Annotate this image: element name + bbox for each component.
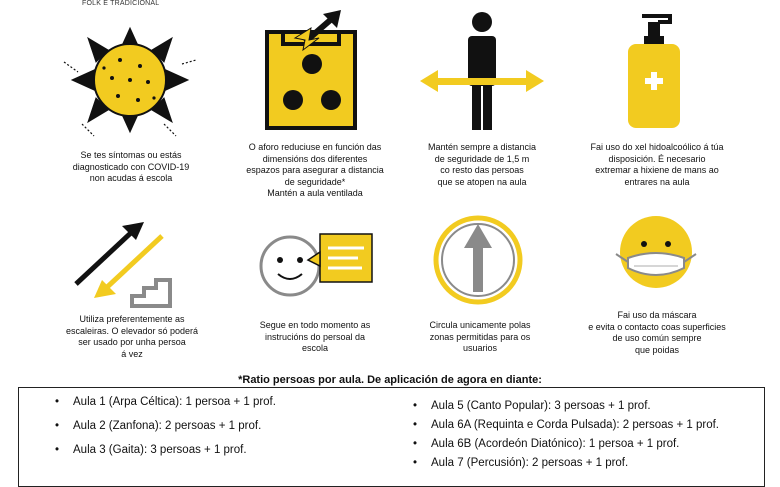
list-item [413, 400, 719, 419]
rule-caption-1 [58, 150, 204, 185]
bullet: • [55, 444, 60, 456]
rule-caption-6 [240, 320, 390, 355]
caption-line: diagnosticado con COVID-19 [72, 161, 190, 172]
speech-face-icon [258, 228, 376, 300]
stairs-icon [70, 218, 174, 310]
ratio-list-left [55, 396, 276, 468]
caption-line: non acudas á escola [89, 173, 173, 183]
caption-line: disposición. É necesario [608, 153, 706, 164]
rule-caption-5 [62, 314, 202, 360]
list-item [55, 420, 276, 444]
caption-line: Se tes síntomas ou estás [80, 150, 182, 160]
caption-line: zonas permitidas para os [429, 331, 531, 342]
bullet: • [55, 420, 60, 432]
list-item-text: Aula 1 (Arpa Céltica): 1 persoa + 1 prof. [73, 396, 276, 408]
caption-line: que se atopen na aula [437, 176, 527, 187]
rule-caption-7 [410, 320, 550, 355]
list-item-text: Aula 6B (Acordeón Diatónico): 1 persoa + 1 prof. [431, 438, 680, 450]
caption-line: Mantén a aula ventilada [267, 188, 363, 198]
list-item [413, 457, 719, 476]
ratio-box [18, 387, 765, 487]
bullet: • [413, 400, 418, 412]
distance-person-icon [418, 8, 546, 134]
caption-line: escaleiras. O elevador só poderá [65, 325, 199, 336]
list-item-text: Aula 6A (Requinta e Corda Pulsada): 2 persoas + 1 prof. [431, 419, 719, 431]
caption-line: de seguridade de 1,5 m [434, 153, 530, 164]
caption-line: de uso común sempre [612, 333, 702, 343]
caption-line: Fai uso da máscara [617, 310, 697, 320]
caption-line: que poidas [634, 344, 680, 355]
bullet: • [413, 419, 418, 431]
caption-line: instrucións do persoal da [264, 331, 366, 342]
caption-line: espazos para asegurar a distancia [246, 165, 384, 175]
bullet: • [413, 438, 418, 450]
rule-caption-3 [410, 142, 554, 188]
caption-line: Mantén sempre a distancia [427, 142, 537, 152]
ratio-list-right [413, 400, 719, 476]
virus-icon [60, 20, 200, 138]
caption-line: Circula unicamente polas [429, 320, 531, 330]
caption-line: escola [301, 343, 328, 353]
list-item [413, 438, 719, 457]
rule-caption-2 [230, 142, 400, 200]
caption-line: dimensións dos diferentes [262, 153, 368, 164]
bullet: • [55, 396, 60, 408]
list-item-text: Aula 2 (Zanfona): 2 persoas + 1 prof. [73, 420, 262, 432]
caption-line: usuarios [462, 343, 498, 353]
brand-text: FOLK E TRADICIONAL [82, 0, 160, 7]
caption-line: ser usado por unha persoa [78, 337, 186, 347]
bullet: • [413, 457, 418, 469]
caption-line: extremar a hixiene de mans ao [595, 165, 719, 175]
caption-line: e evita o contacto coas superficies [588, 321, 726, 332]
caption-line: Segue en todo momento as [259, 320, 371, 330]
list-item [55, 444, 276, 468]
caption-line: Utiliza preferentemente as [79, 314, 185, 324]
caption-line: entrares na aula [624, 176, 690, 187]
rule-caption-4 [572, 142, 742, 188]
list-item-text: Aula 5 (Canto Popular): 3 persoas + 1 prof. [431, 400, 651, 412]
list-item-text: Aula 3 (Gaita): 3 persoas + 1 prof. [73, 444, 247, 456]
hand-sanitizer-icon [622, 10, 686, 136]
caption-line: de seguridade* [284, 176, 346, 187]
caption-line: co resto das persoas [440, 165, 524, 175]
caption-line: O aforo reduciuse en función das [248, 142, 382, 152]
caption-line: Fai uso do xel hidoalcoólico á túa [590, 142, 724, 152]
list-item [55, 396, 276, 420]
list-item-text: Aula 7 (Percusión): 2 persoas + 1 prof. [431, 457, 629, 469]
rule-caption-8 [572, 310, 742, 356]
ratio-title: *Ratio persoas por aula. De aplicación de agora en diante: [238, 374, 542, 386]
capacity-board-icon [255, 8, 367, 134]
face-mask-icon [614, 210, 698, 296]
caption-line: á vez [121, 348, 143, 359]
list-item [413, 419, 719, 438]
one-way-arrow-icon [432, 214, 524, 306]
